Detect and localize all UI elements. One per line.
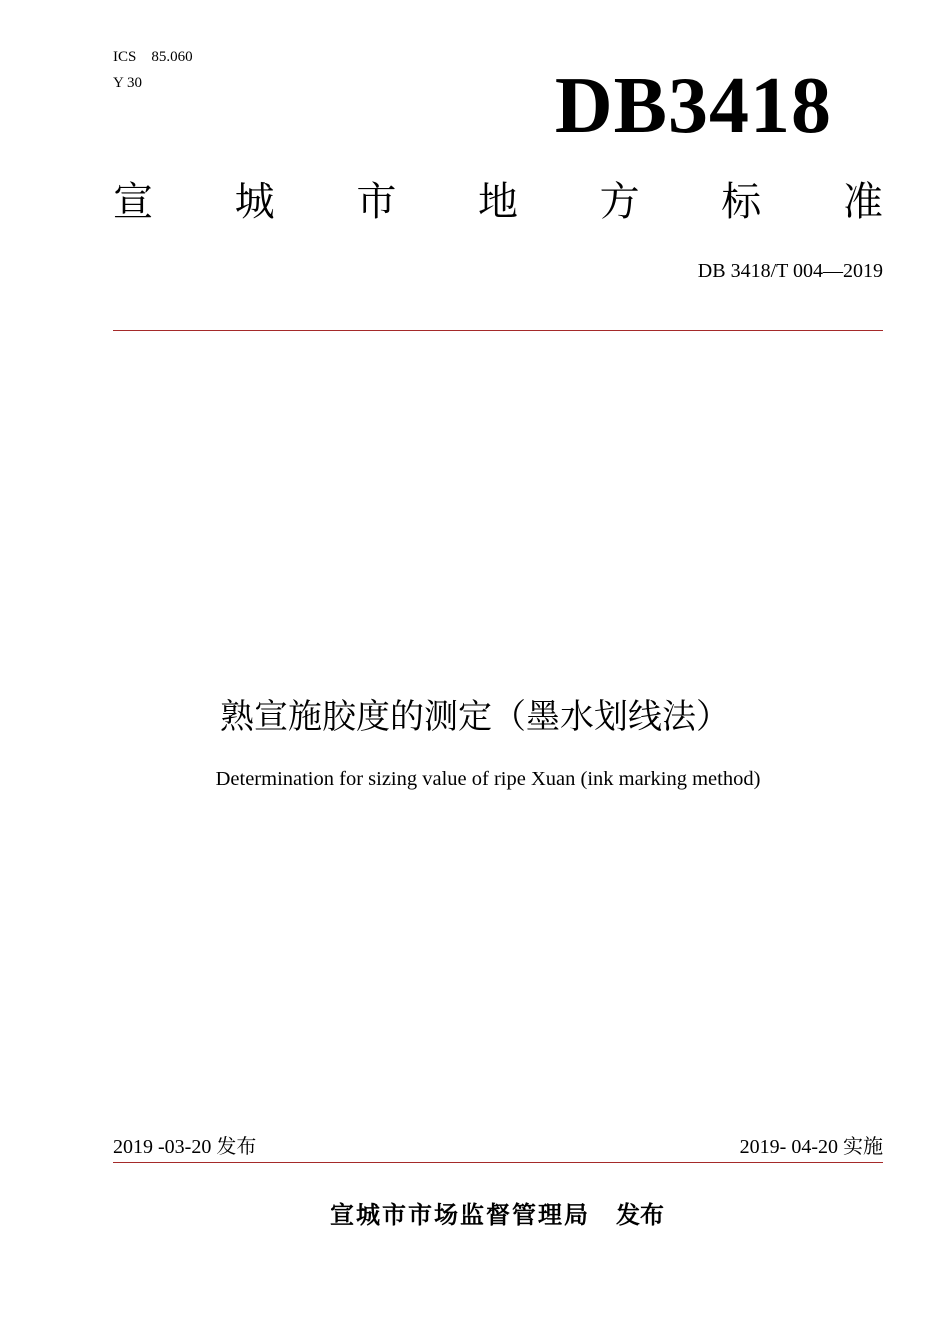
standard-code-heading: DB3418: [554, 62, 832, 150]
standard-type-char: 市: [356, 179, 397, 225]
issuer-name: 宣城市市场监督管理局: [330, 1201, 590, 1229]
standard-type-heading: [113, 174, 883, 230]
issuer-label: 发布: [616, 1201, 664, 1229]
standard-type-char: 宣: [113, 179, 153, 225]
issue-date: [113, 1133, 256, 1160]
implementation-label: 实施: [843, 1134, 883, 1158]
standard-type-char: 方: [599, 179, 640, 225]
implementation-date-value: 2019- 04-20: [739, 1136, 838, 1158]
standard-number: DB 3418/T 004—2019: [697, 260, 883, 282]
standard-type-char: 地: [477, 179, 518, 225]
top-divider: [113, 330, 883, 331]
standard-type-char: 准: [842, 179, 883, 225]
ics-code-line: [113, 48, 193, 66]
standard-type-char: 城: [234, 179, 275, 225]
issue-date-value: 2019 -03-20: [113, 1136, 212, 1158]
issue-label: 发布: [216, 1134, 257, 1158]
issuer-line: [0, 1198, 950, 1232]
implementation-date: [740, 1133, 883, 1160]
document-title-english: Determination for sizing value of ripe Xuan (ink marking method): [215, 768, 761, 790]
ics-label: ICS: [113, 49, 137, 65]
standard-type-char: 标: [721, 179, 762, 225]
ics-code: 85.060: [151, 49, 193, 65]
document-title-chinese: 熟宣施胶度的测定（墨水划线法）: [220, 697, 730, 737]
classification-code: Y 30: [113, 75, 143, 91]
bottom-divider: [113, 1162, 883, 1163]
